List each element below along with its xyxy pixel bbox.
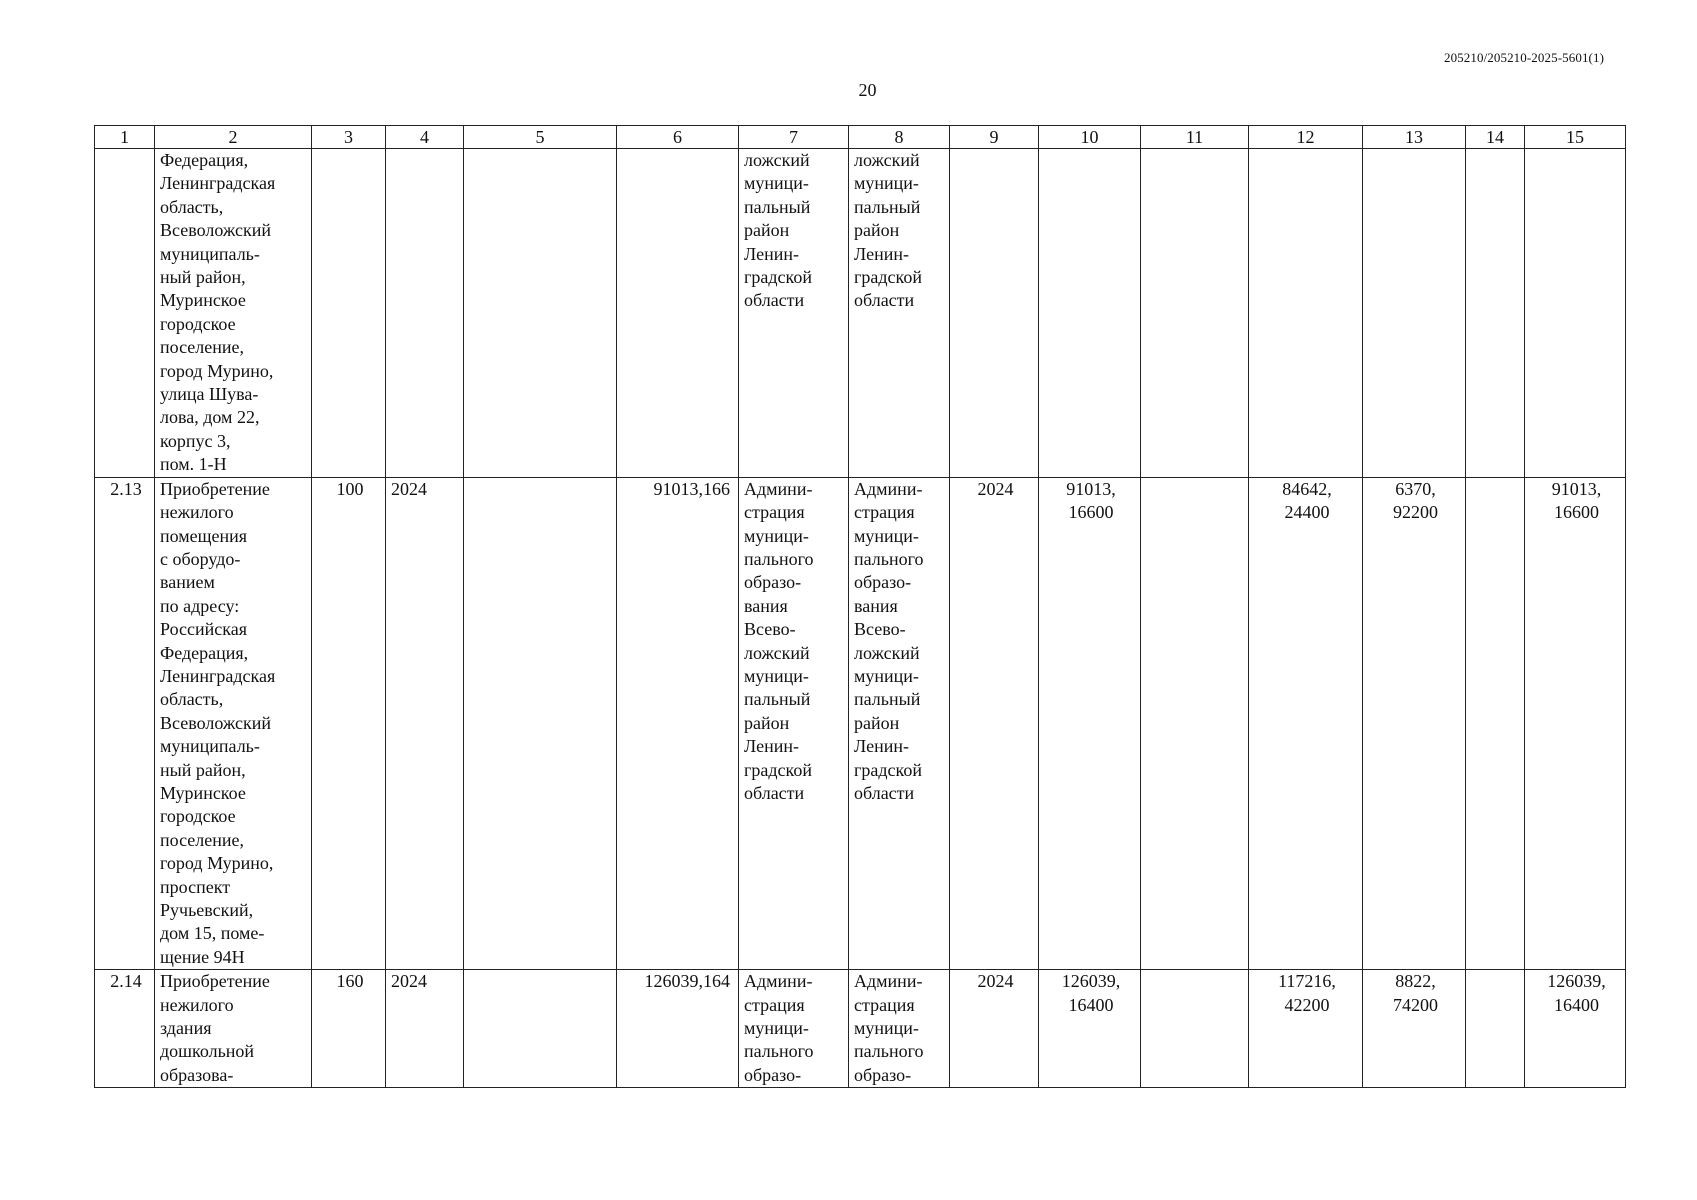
table-cell	[1466, 149, 1525, 478]
table-cell	[95, 149, 155, 478]
table-cell: Приобретение нежилого здания дошкольной образова-	[155, 970, 312, 1088]
column-number: 8	[849, 126, 950, 149]
column-number: 6	[617, 126, 739, 149]
table-cell	[617, 149, 739, 478]
data-table	[94, 125, 1626, 1088]
table-cell: 8822, 74200	[1363, 970, 1466, 1088]
table-cell: 91013, 16600	[1039, 477, 1141, 970]
table-cell: Админи- страция муници- пального образо-	[739, 970, 849, 1088]
table-cell	[1141, 149, 1249, 478]
table-row	[95, 970, 1626, 1088]
table-cell: ложский муници- пальный район Ленин- градской области	[739, 149, 849, 478]
table-cell: 2024	[950, 477, 1039, 970]
column-number: 4	[386, 126, 464, 149]
table-cell	[1141, 970, 1249, 1088]
table-cell: 6370, 92200	[1363, 477, 1466, 970]
table-cell: 117216, 42200	[1249, 970, 1363, 1088]
column-number: 1	[95, 126, 155, 149]
table-cell: 91013, 16600	[1525, 477, 1626, 970]
table-cell: Федерация, Ленинградская область, Всеволожский муниципаль- ный район, Муринское городское поселение, город Мурино, улица Шува- лова, дом 22, корпус 3, пом. 1-Н	[155, 149, 312, 478]
table-cell	[1466, 970, 1525, 1088]
table-row	[95, 477, 1626, 970]
table-cell: 2024	[950, 970, 1039, 1088]
document-id: 205210/205210-2025-5601(1)	[1443, 50, 1604, 65]
table-cell: ложский муници- пальный район Ленин- градской области	[849, 149, 950, 478]
table-cell	[464, 477, 617, 970]
table-cell	[464, 149, 617, 478]
table-cell	[1466, 477, 1525, 970]
table-cell: 84642, 24400	[1249, 477, 1363, 970]
table-cell: 2.13	[95, 477, 155, 970]
table-cell	[1141, 477, 1249, 970]
column-number: 5	[464, 126, 617, 149]
column-number: 2	[155, 126, 312, 149]
table-cell	[1249, 149, 1363, 478]
table-cell	[1039, 149, 1141, 478]
column-number: 14	[1466, 126, 1525, 149]
table-cell: Админи- страция муници- пального образо- вания Всево- ложский муници- пальный район Ленин- градской области	[849, 477, 950, 970]
table-cell: 100	[312, 477, 386, 970]
column-number: 10	[1039, 126, 1141, 149]
table-cell	[312, 149, 386, 478]
table-cell: Админи- страция муници- пального образо-	[849, 970, 950, 1088]
table-cell: 2024	[386, 477, 464, 970]
table-cell: 91013,166	[617, 477, 739, 970]
table-cell	[950, 149, 1039, 478]
column-number: 9	[950, 126, 1039, 149]
table-cell	[464, 970, 617, 1088]
column-number: 15	[1525, 126, 1626, 149]
table-cell: 2.14	[95, 970, 155, 1088]
column-number-row	[95, 126, 1626, 149]
table-row	[95, 149, 1626, 478]
column-number: 7	[739, 126, 849, 149]
table-cell: Админи- страция муници- пального образо- вания Всево- ложский муници- пальный район Ленин- градской области	[739, 477, 849, 970]
table-cell: 126039, 16400	[1039, 970, 1141, 1088]
table-cell: 126039,164	[617, 970, 739, 1088]
table-cell: 2024	[386, 970, 464, 1088]
table-cell	[1363, 149, 1466, 478]
table-cell: Приобретение нежилого помещения с оборудо- ванием по адресу: Российская Федерация, Ленинградская область, Всеволожский муниципаль- ный район, Муринское городское поселение, город Мурино, проспект Ручьевский, дом 15, поме- щение 94Н	[155, 477, 312, 970]
column-number: 13	[1363, 126, 1466, 149]
table-cell	[386, 149, 464, 478]
column-number: 11	[1141, 126, 1249, 149]
table-cell	[1525, 149, 1626, 478]
table-cell: 126039, 16400	[1525, 970, 1626, 1088]
page-number: 20	[858, 80, 877, 100]
table-cell: 160	[312, 970, 386, 1088]
column-number: 3	[312, 126, 386, 149]
column-number: 12	[1249, 126, 1363, 149]
